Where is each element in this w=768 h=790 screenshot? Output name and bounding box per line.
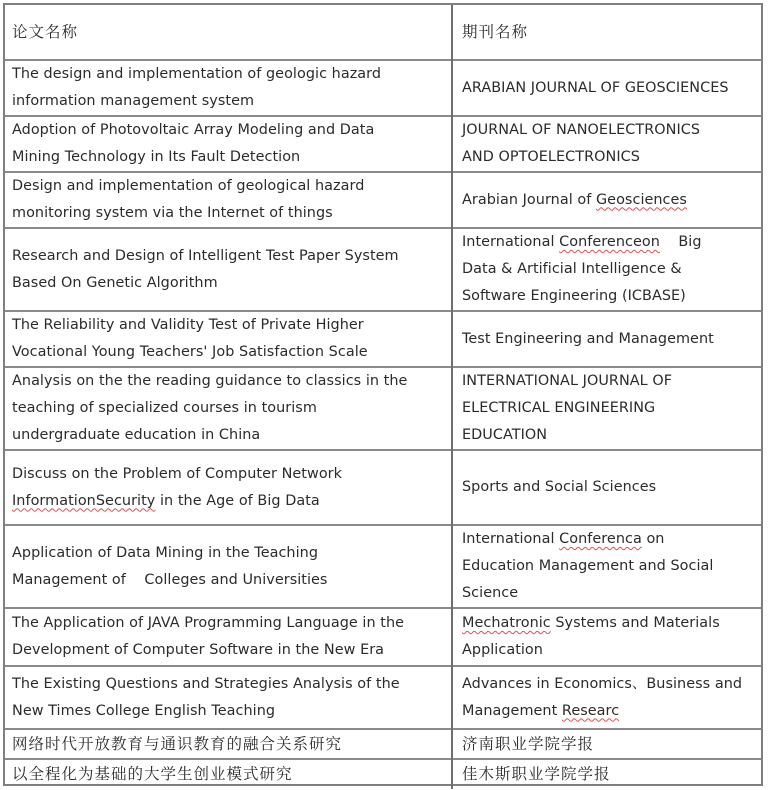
journal-name-cell	[452, 116, 761, 172]
table-row	[5, 367, 761, 450]
paper-title-line: The Reliability and Validity Test of Private Higher	[12, 317, 364, 333]
paper-title-cell	[5, 608, 452, 666]
paper-title-line: undergraduate education in China	[12, 427, 261, 443]
journal-name-cell	[452, 60, 761, 116]
spellcheck-flagged-word[interactable]: Mechatronic	[462, 615, 551, 631]
journal-name-line	[462, 526, 755, 553]
paper-title-line: The Application of JAVA Programming Language in the	[12, 615, 405, 631]
journal-name-line	[462, 610, 755, 637]
journal-name-line: ELECTRICAL ENGINEERING	[462, 400, 656, 416]
header-paper-title-text: 论文名称	[12, 22, 79, 41]
paper-title-cell	[5, 729, 452, 759]
journal-name-line: Software Engineering (ICBASE)	[462, 288, 686, 304]
paper-title-cell	[5, 60, 452, 116]
table-row	[5, 172, 761, 228]
paper-text: in the Age of Big Data	[155, 492, 320, 509]
paper-title-line: information management system	[12, 93, 255, 109]
papers-table	[5, 5, 761, 789]
journal-name-line: INTERNATIONAL JOURNAL OF	[462, 373, 673, 389]
table-row	[5, 60, 761, 116]
journal-name-line: Application	[462, 642, 543, 658]
paper-title-line: Vocational Young Teachers' Job Satisfaction Scale	[12, 344, 368, 360]
paper-title-cell	[5, 116, 452, 172]
table-row	[5, 311, 761, 367]
paper-title-line: Development of Computer Software in the New Era	[12, 642, 385, 658]
paper-title-line: Discuss on the Problem of Computer Network	[12, 465, 343, 482]
journal-name-line: Test Engineering and Management	[462, 330, 714, 347]
paper-title-line: monitoring system via the Internet of things	[12, 205, 333, 221]
journal-text: International	[462, 531, 560, 547]
journal-name-cell	[452, 729, 761, 759]
spellcheck-flagged-word[interactable]: Conferenca	[559, 531, 642, 547]
table-row	[5, 759, 761, 789]
paper-title-line: Research and Design of Intelligent Test Paper System	[12, 247, 399, 264]
journal-name-line: Education Management and Social	[462, 558, 714, 574]
paper-title-cell	[5, 228, 452, 311]
paper-title-line: Mining Technology in Its Fault Detection	[12, 149, 301, 165]
journal-name-cell	[452, 666, 761, 729]
journal-text: on	[641, 531, 665, 547]
journal-name-cell	[452, 228, 761, 311]
journal-text: International	[462, 234, 560, 250]
paper-title-cell	[5, 311, 452, 367]
journal-name-line	[462, 229, 755, 256]
journal-name-cell	[452, 450, 761, 525]
paper-title-cell	[5, 450, 452, 525]
journal-name-line: Science	[462, 585, 519, 601]
paper-title-cell	[5, 172, 452, 228]
table-row	[5, 450, 761, 525]
journal-name-cell	[452, 172, 761, 228]
document-table-frame	[3, 3, 763, 786]
journal-name-line: EDUCATION	[462, 427, 548, 443]
paper-title-line: The design and implementation of geologic hazard	[12, 66, 382, 82]
paper-title-line: 网络时代开放教育与通识教育的融合关系研究	[12, 734, 343, 753]
journal-name-line: 济南职业学院学报	[462, 734, 595, 753]
paper-title-line: New Times College English Teaching	[12, 702, 276, 719]
paper-title-line: Management of Colleges and Universities	[12, 571, 328, 588]
paper-title-cell	[5, 525, 452, 608]
journal-name-line: Sports and Social Sciences	[462, 479, 657, 495]
paper-title-line: Design and implementation of geological hazard	[12, 178, 365, 194]
paper-title-line: Analysis on the the reading guidance to classics in the	[12, 373, 408, 389]
journal-name-line: Advances in Economics、Business and	[462, 675, 743, 692]
table-row	[5, 228, 761, 311]
table-row	[5, 729, 761, 759]
journal-name-line: 佳木斯职业学院学报	[462, 765, 611, 783]
journal-text: Systems and Materials	[550, 615, 720, 631]
paper-title-line: Adoption of Photovoltaic Array Modeling and Data	[12, 122, 375, 138]
journal-name-cell	[452, 608, 761, 666]
paper-title-line: The Existing Questions and Strategies Analysis of the	[12, 675, 400, 692]
paper-title-line: Application of Data Mining in the Teaching	[12, 544, 319, 561]
journal-name-cell	[452, 525, 761, 608]
spellcheck-flagged-word[interactable]: InformationSecurity	[12, 492, 156, 509]
journal-name-cell	[452, 311, 761, 367]
spellcheck-flagged-word[interactable]: Geosciences	[595, 191, 687, 208]
journal-text: Big	[659, 234, 702, 250]
paper-title-cell	[5, 759, 452, 789]
header-paper-title	[5, 5, 452, 60]
journal-name-cell	[452, 367, 761, 450]
paper-title-line: teaching of specialized courses in tourism	[12, 400, 317, 416]
journal-text: Arabian Journal of	[462, 191, 596, 208]
journal-name-line	[462, 187, 755, 214]
spellcheck-flagged-word[interactable]: Conferenceon	[559, 234, 660, 250]
journal-text: Management	[462, 702, 562, 719]
paper-title-line: 以全程化为基础的大学生创业模式研究	[12, 765, 293, 783]
journal-name-line	[462, 698, 755, 725]
table-row	[5, 525, 761, 608]
table-row	[5, 608, 761, 666]
header-journal-name-text: 期刊名称	[462, 22, 529, 41]
paper-title-line	[12, 488, 445, 515]
table-row	[5, 116, 761, 172]
paper-title-line: Based On Genetic Algorithm	[12, 274, 218, 291]
header-journal-name	[452, 5, 761, 60]
table-row	[5, 666, 761, 729]
header-row	[5, 5, 761, 60]
journal-name-line: ARABIAN JOURNAL OF GEOSCIENCES	[462, 79, 729, 96]
paper-title-cell	[5, 666, 452, 729]
paper-title-cell	[5, 367, 452, 450]
journal-name-line: AND OPTOELECTRONICS	[462, 149, 640, 165]
spellcheck-flagged-word[interactable]: Researc	[561, 702, 620, 719]
journal-name-line: Data & Artificial Intelligence &	[462, 261, 682, 277]
journal-name-line: JOURNAL OF NANOELECTRONICS	[462, 122, 701, 138]
journal-name-cell	[452, 759, 761, 789]
